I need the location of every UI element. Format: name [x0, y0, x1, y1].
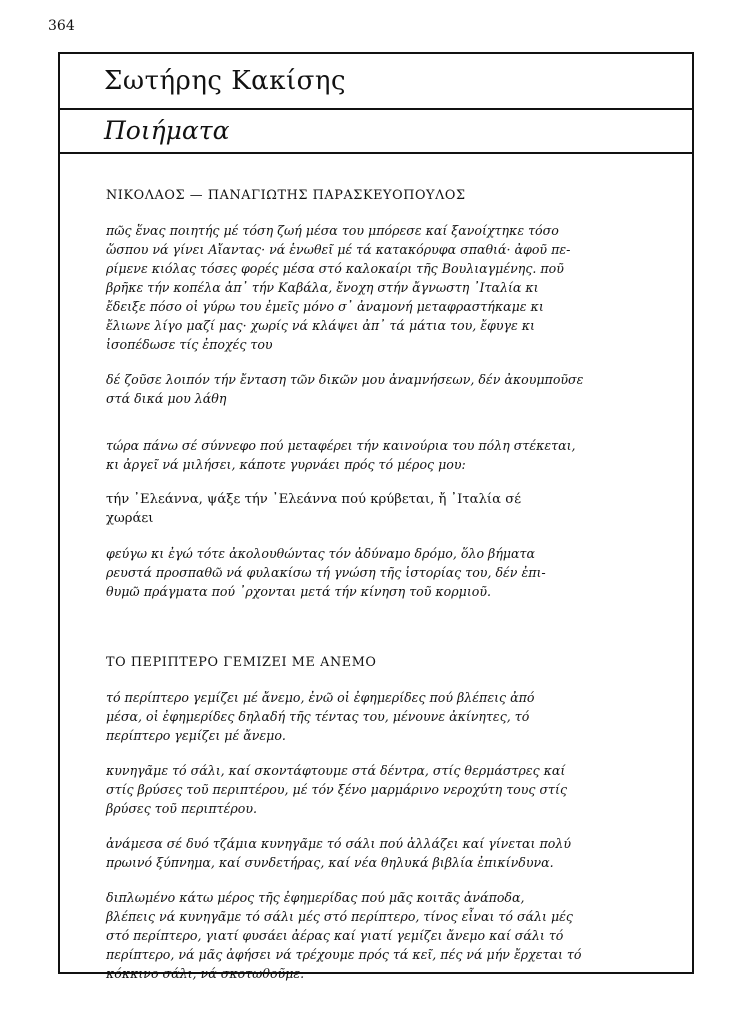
text-line: κυνηγᾶμε τό σάλι, καί σκοντάφτουμε στά δέντρα, στίς θερμάστρες καί: [106, 763, 566, 778]
text-line: ἰσοπέδωσε τίς ἐποχές του: [106, 337, 273, 352]
text-line: τό περίπτερο γεμίζει μέ ἄνεμο, ἐνῶ οἱ ἐφημερίδες πού βλέπεις ἀπό: [106, 690, 535, 705]
text-line: ὥσπου νά γίνει Αἴαντας· νά ἑνωθεῖ μέ τά κατακόρυφα σπαθιά· ἀφοῦ πε-: [106, 242, 571, 257]
text-line: κι ἀργεῖ νά μιλήσει, κάποτε γυρνάει πρός τό μέρος μου:: [106, 457, 466, 472]
text-line: στό περίπτερο, γιατί φυσάει ἀέρας καί γιατί γεμίζει ἄνεμο καί σάλι τό: [106, 928, 564, 943]
text-line: ρευστά προσπαθῶ νά φυλακίσω τή γνώση τῆς ἱστορίας του, δέν ἐπι-: [106, 565, 546, 580]
text-line: ἀνάμεσα σέ δυό τζάμια κυνηγᾶμε τό σάλι πού ἀλλάζει καί γίνεται πολύ: [106, 836, 571, 851]
text-line: βλέπεις νά κυνηγᾶμε τό σάλι μές στό περίπτερο, τίνος εἶναι τό σάλι μές: [106, 909, 573, 924]
poem-stanza: [106, 436, 646, 474]
text-line: βρύσες τοῦ περιπτέρου.: [106, 801, 257, 816]
poem-stanza: [106, 544, 646, 601]
text-line: κόκκινο σάλι, νά σκοτωθοῦμε.: [106, 966, 305, 981]
poem-stanza: [106, 888, 646, 983]
text-line: στά δικά μου λάθη: [106, 391, 227, 406]
author-header: [60, 54, 692, 110]
poem-stanza: [106, 834, 646, 872]
text-line: ἔδειξε πόσο οἱ γύρω του ἐμεῖς μόνο σ᾿ ἀναμονή μεταφραστήκαμε κι: [106, 299, 544, 314]
text-line: βρῆκε τήν κοπέλα ἀπ᾿ τήν Καβάλα, ἔνοχη στήν ἄγνωστη ᾿Ιταλία κι: [106, 280, 539, 295]
poems-body: [106, 186, 646, 983]
text-line: περίπτερο, νά μᾶς ἀφήσει νά τρέχουμε πρός τά κεῖ, πές νά μήν ἔρχεται τό: [106, 947, 582, 962]
text-line: στίς βρύσες τοῦ περιπτέρου, μέ τόν ξένο μαρμάρινο νεροχύτη τους στίς: [106, 782, 568, 797]
author-name: Σωτήρης Κακίσης: [104, 66, 347, 96]
text-line: περίπτερο γεμίζει μέ ἄνεμο.: [106, 728, 286, 743]
text-line: μέσα, οἱ ἐφημερίδες δηλαδή τῆς τέντας του, μένουνε ἀκίνητες, τό: [106, 709, 530, 724]
poem-stanza: [106, 490, 646, 528]
text-line: τώρα πάνω σέ σύννεφο πού μεταφέρει τήν καινούρια του πόλη στέκεται,: [106, 438, 576, 453]
poem-title: ΤΟ ΠΕΡΙΠΤΕΡΟ ΓΕΜΙΖΕΙ ΜΕ ΑΝΕΜΟ: [106, 655, 377, 670]
text-line: δέ ζοῦσε λοιπόν τήν ἔνταση τῶν δικῶν μου ἀναμνήσεων, δέν ἀκουμποῦσε: [106, 372, 584, 387]
text-line: χωράει: [106, 511, 154, 526]
title-header: [60, 110, 692, 154]
text-line: ρίμενε κιόλας τόσες φορές μέσα στό καλοκαίρι τῆς Βουλιαγμένης. ποῦ: [106, 261, 564, 276]
content-frame: [58, 52, 694, 981]
work-title: Ποιήματα: [104, 116, 230, 145]
text-line: θυμῶ πράγματα πού ᾿ρχονται μετά τήν κίνηση τοῦ κορμιοῦ.: [106, 584, 492, 599]
text-line: διπλωμένο κάτω μέρος τῆς ἐφημερίδας πού μᾶς κοιτᾶς ἀνάποδα,: [106, 890, 525, 905]
poem-stanza: [106, 370, 646, 408]
text-line: πρωινό ξύπνημα, καί συνδετήρας, καί νέα θηλυκά βιβλία ἐπικίνδυνα.: [106, 855, 554, 870]
page-number: 364: [48, 18, 75, 34]
text-line: φεύγω κι ἐγώ τότε ἀκολουθώντας τόν ἀδύναμο δρόμο, ὅλο βήματα: [106, 546, 536, 561]
text-line: τήν ᾿Ελεάννα, ψάξε τήν ᾿Ελεάννα πού κρύβεται, ἤ ᾿Ιταλία σέ: [106, 492, 522, 507]
text-line: ἔλιωνε λίγο μαζί μας· χωρίς νά κλάψει ἀπ᾿ τά μάτια του, ἔφυγε κι: [106, 318, 535, 333]
poem-stanza: [106, 688, 646, 745]
text-line: πῶς ἕνας ποιητής μέ τόση ζωή μέσα του μπόρεσε καί ξανοίχτηκε τόσο: [106, 223, 559, 238]
poem-stanza: [106, 221, 646, 354]
poem-stanza: [106, 761, 646, 818]
poem-title: ΝΙΚΟΛΑΟΣ — ΠΑΝΑΓΙΩΤΗΣ ΠΑΡΑΣΚΕΥΟΠΟΥΛΟΣ: [106, 188, 466, 203]
